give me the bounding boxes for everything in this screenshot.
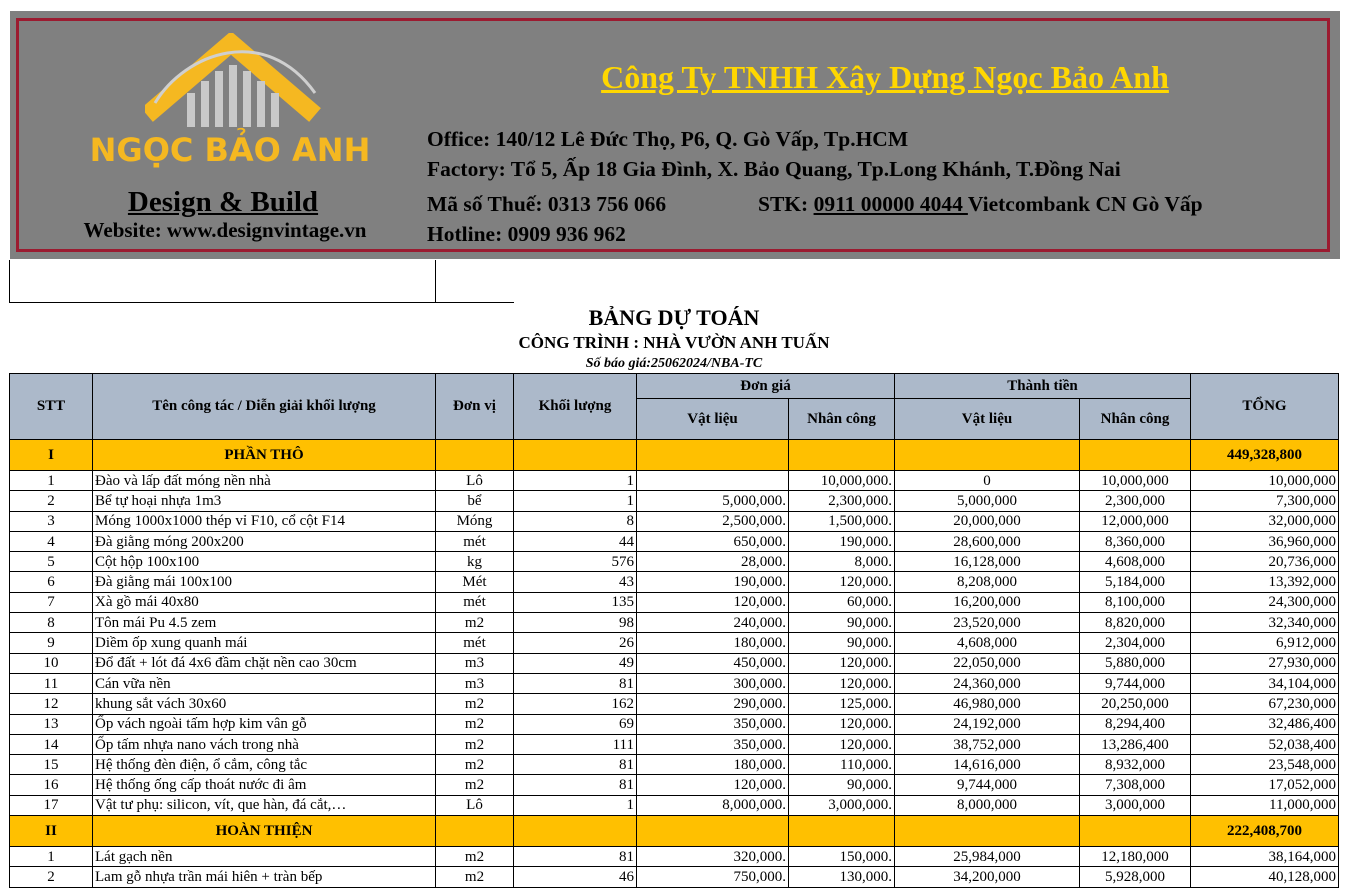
cell-name: Đà giằng mái 100x100 [93, 572, 436, 592]
cell-stt: 9 [10, 633, 93, 653]
empty-cell [637, 440, 789, 471]
cell-qty: 81 [514, 847, 637, 867]
cell-total: 27,930,000 [1191, 653, 1339, 673]
tax-code: Mã số Thuế: 0313 756 066 [427, 192, 667, 216]
cell-la: 10,000,000 [1080, 471, 1191, 491]
table-row [10, 572, 1339, 592]
cell-name: Đà giằng móng 200x200 [93, 531, 436, 551]
cell-lp: 120,000. [789, 734, 895, 754]
quote-number: Số báo giá:25062024/NBA-TC [585, 356, 763, 371]
cell-name: Tôn mái Pu 4.5 zem [93, 613, 436, 633]
cell-unit: Lô [436, 471, 514, 491]
cell-stt: 6 [10, 572, 93, 592]
cell-qty: 1 [514, 471, 637, 491]
cell-qty: 44 [514, 531, 637, 551]
table-row [10, 734, 1339, 754]
cell-unit: m2 [436, 714, 514, 734]
section-row [10, 440, 1339, 471]
cell-total: 20,736,000 [1191, 552, 1339, 572]
cell-mp: 180,000. [637, 633, 789, 653]
cell-mp: 2,500,000. [637, 511, 789, 531]
cell-unit: m3 [436, 653, 514, 673]
cell-name: Xà gồ mái 40x80 [93, 592, 436, 612]
factory-address: Factory: Tổ 5, Ấp 18 Gia Đình, X. Bảo Quang, Tp.Long Khánh, T.Đồng Nai [427, 157, 1121, 181]
cell-name: khung sắt vách 30x60 [93, 694, 436, 714]
col-header-total: TỔNG [1191, 374, 1339, 440]
cell-ma: 24,192,000 [895, 714, 1080, 734]
cell-stt: 2 [10, 867, 93, 887]
cell-total: 23,548,000 [1191, 755, 1339, 775]
cell-total: 6,912,000 [1191, 633, 1339, 653]
section-title: HOÀN THIỆN [93, 816, 436, 847]
table-row [10, 775, 1339, 795]
cell-ma: 46,980,000 [895, 694, 1080, 714]
empty-cell [895, 816, 1080, 847]
cell-unit: m3 [436, 673, 514, 693]
section-total: 222,408,700 [1191, 816, 1339, 847]
cell-la: 9,744,000 [1080, 673, 1191, 693]
cell-ma: 24,360,000 [895, 673, 1080, 693]
table-row [10, 491, 1339, 511]
cell-name: Hệ thống ống cấp thoát nước đi âm [93, 775, 436, 795]
cell-la: 20,250,000 [1080, 694, 1191, 714]
table-row [10, 847, 1339, 867]
cell-unit: Lô [436, 795, 514, 815]
col-header-unit: Đơn vị [436, 374, 514, 440]
cell-total: 24,300,000 [1191, 592, 1339, 612]
table-row [10, 653, 1339, 673]
cell-unit: Móng [436, 511, 514, 531]
cell-la: 8,820,000 [1080, 613, 1191, 633]
cell-stt: 4 [10, 531, 93, 551]
cell-name: Bể tự hoại nhựa 1m3 [93, 491, 436, 511]
project-name: CÔNG TRÌNH : NHÀ VƯỜN ANH TUẤN [518, 333, 830, 352]
cell-qty: 1 [514, 795, 637, 815]
cell-stt: 2 [10, 491, 93, 511]
table-row [10, 714, 1339, 734]
cell-lp: 1,500,000. [789, 511, 895, 531]
cell-lp: 90,000. [789, 775, 895, 795]
cell-la: 12,000,000 [1080, 511, 1191, 531]
cell-name: Lát gạch nền [93, 847, 436, 867]
cell-name: Diềm ốp xung quanh mái [93, 633, 436, 653]
cell-qty: 69 [514, 714, 637, 734]
cell-qty: 135 [514, 592, 637, 612]
cell-la: 2,304,000 [1080, 633, 1191, 653]
cell-lp: 2,300,000. [789, 491, 895, 511]
cell-la: 3,000,000 [1080, 795, 1191, 815]
cell-lp: 150,000. [789, 847, 895, 867]
cell-stt: 12 [10, 694, 93, 714]
cell-ma: 38,752,000 [895, 734, 1080, 754]
bank-account [758, 192, 1203, 217]
cell-lp: 90,000. [789, 613, 895, 633]
cell-lp: 120,000. [789, 572, 895, 592]
cell-la: 5,880,000 [1080, 653, 1191, 673]
cell-mp: 450,000. [637, 653, 789, 673]
table-row [10, 471, 1339, 491]
cell-ma: 0 [895, 471, 1080, 491]
cell-mp: 28,000. [637, 552, 789, 572]
cell-stt: 8 [10, 613, 93, 633]
cell-lp: 125,000. [789, 694, 895, 714]
cell-ma: 25,984,000 [895, 847, 1080, 867]
cell-la: 4,608,000 [1080, 552, 1191, 572]
cell-unit: kg [436, 552, 514, 572]
cell-lp: 130,000. [789, 867, 895, 887]
cell-total: 52,038,400 [1191, 734, 1339, 754]
cell-name: Cán vữa nền [93, 673, 436, 693]
cell-lp: 120,000. [789, 714, 895, 734]
table-row [10, 613, 1339, 633]
house-roof-logo-icon [145, 33, 325, 133]
cell-ma: 34,200,000 [895, 867, 1080, 887]
cell-mp: 350,000. [637, 714, 789, 734]
cell-stt: 13 [10, 714, 93, 734]
cell-qty: 46 [514, 867, 637, 887]
cell-name: Ốp vách ngoài tấm hợp kim vân gỗ [93, 714, 436, 734]
cell-la: 8,294,400 [1080, 714, 1191, 734]
cell-qty: 1 [514, 491, 637, 511]
company-banner [10, 11, 1340, 259]
col-header-name: Tên công tác / Diễn giải khối lượng [93, 374, 436, 440]
cell-ma: 4,608,000 [895, 633, 1080, 653]
cell-lp: 90,000. [789, 633, 895, 653]
cell-total: 32,486,400 [1191, 714, 1339, 734]
cell-qty: 111 [514, 734, 637, 754]
cell-mp: 320,000. [637, 847, 789, 867]
cell-unit: bể [436, 491, 514, 511]
table-row [10, 531, 1339, 551]
empty-cell [789, 816, 895, 847]
cell-mp: 5,000,000. [637, 491, 789, 511]
cell-name: Ốp tấm nhựa nano vách trong nhà [93, 734, 436, 754]
col-header-amount: Thành tiền [895, 374, 1191, 399]
table-row [10, 552, 1339, 572]
cell-qty: 26 [514, 633, 637, 653]
table-row [10, 592, 1339, 612]
cell-ma: 23,520,000 [895, 613, 1080, 633]
col-header-stt: STT [10, 374, 93, 440]
empty-cell [789, 440, 895, 471]
cell-ma: 16,128,000 [895, 552, 1080, 572]
empty-cell [895, 440, 1080, 471]
cell-stt: 11 [10, 673, 93, 693]
section-number: I [10, 440, 93, 471]
empty-cell [436, 440, 514, 471]
section-total: 449,328,800 [1191, 440, 1339, 471]
table-row [10, 511, 1339, 531]
cell-stt: 1 [10, 471, 93, 491]
cell-ma: 9,744,000 [895, 775, 1080, 795]
cell-mp: 750,000. [637, 867, 789, 887]
cell-ma: 16,200,000 [895, 592, 1080, 612]
cell-unit: Mét [436, 572, 514, 592]
col-header-qty: Khối lượng [514, 374, 637, 440]
cell-ma: 8,000,000 [895, 795, 1080, 815]
cell-la: 2,300,000 [1080, 491, 1191, 511]
cell-mp: 240,000. [637, 613, 789, 633]
cell-stt: 10 [10, 653, 93, 673]
cell-stt: 15 [10, 755, 93, 775]
cell-lp: 120,000. [789, 673, 895, 693]
table-row [10, 867, 1339, 887]
cell-la: 8,100,000 [1080, 592, 1191, 612]
cell-unit: m2 [436, 613, 514, 633]
cell-mp: 8,000,000. [637, 795, 789, 815]
table-body [10, 440, 1339, 888]
cell-qty: 162 [514, 694, 637, 714]
col-header-material-price: Vật liệu [637, 399, 789, 440]
cell-qty: 98 [514, 613, 637, 633]
cell-mp: 350,000. [637, 734, 789, 754]
cell-name: Đổ đất + lót đá 4x6 đầm chặt nền cao 30cm [93, 653, 436, 673]
cell-la: 13,286,400 [1080, 734, 1191, 754]
empty-cell [514, 440, 637, 471]
cell-lp: 8,000. [789, 552, 895, 572]
cell-total: 67,230,000 [1191, 694, 1339, 714]
cell-total: 38,164,000 [1191, 847, 1339, 867]
cell-mp: 300,000. [637, 673, 789, 693]
cell-unit: mét [436, 592, 514, 612]
cell-mp: 650,000. [637, 531, 789, 551]
section-number: II [10, 816, 93, 847]
office-address: Office: 140/12 Lê Đức Thọ, P6, Q. Gò Vấp, Tp.HCM [427, 127, 909, 151]
col-header-labor-amount: Nhân công [1080, 399, 1191, 440]
cell-unit: m2 [436, 755, 514, 775]
cell-unit: m2 [436, 867, 514, 887]
stk-label: STK: [758, 192, 814, 216]
col-header-material-amount: Vật liệu [895, 399, 1080, 440]
empty-cell [436, 816, 514, 847]
cell-la: 5,928,000 [1080, 867, 1191, 887]
cell-qty: 43 [514, 572, 637, 592]
cell-total: 11,000,000 [1191, 795, 1339, 815]
cell-total: 34,104,000 [1191, 673, 1339, 693]
section-row [10, 816, 1339, 847]
cell-name: Đào và lấp đất móng nền nhà [93, 471, 436, 491]
cell-lp: 120,000. [789, 653, 895, 673]
table-row [10, 755, 1339, 775]
cell-total: 7,300,000 [1191, 491, 1339, 511]
col-header-labor-price: Nhân công [789, 399, 895, 440]
cell-unit: m2 [436, 694, 514, 714]
cell-lp: 10,000,000. [789, 471, 895, 491]
table-row [10, 694, 1339, 714]
empty-cell [9, 260, 436, 303]
logo-text: NGỌC BẢO ANH [89, 131, 371, 169]
stk-bank: Vietcombank CN Gò Vấp [967, 192, 1203, 216]
cell-total: 40,128,000 [1191, 867, 1339, 887]
col-header-unit-price: Đơn giá [637, 374, 895, 399]
document-title: BẢNG DỰ TOÁN [588, 305, 760, 330]
cell-unit: m2 [436, 847, 514, 867]
cell-mp: 120,000. [637, 592, 789, 612]
empty-cell [514, 816, 637, 847]
cell-ma: 28,600,000 [895, 531, 1080, 551]
cell-qty: 81 [514, 673, 637, 693]
cell-la: 8,360,000 [1080, 531, 1191, 551]
cell-ma: 5,000,000 [895, 491, 1080, 511]
cell-la: 8,932,000 [1080, 755, 1191, 775]
cell-total: 10,000,000 [1191, 471, 1339, 491]
hotline: Hotline: 0909 936 962 [427, 222, 626, 246]
cell-ma: 22,050,000 [895, 653, 1080, 673]
empty-cell [637, 816, 789, 847]
cell-lp: 190,000. [789, 531, 895, 551]
table-row [10, 673, 1339, 693]
cell-stt: 17 [10, 795, 93, 815]
company-name: Công Ty TNHH Xây Dựng Ngọc Bảo Anh [601, 59, 1169, 95]
cell-stt: 5 [10, 552, 93, 572]
cell-qty: 81 [514, 755, 637, 775]
cell-stt: 3 [10, 511, 93, 531]
cell-mp [637, 471, 789, 491]
cell-la: 7,308,000 [1080, 775, 1191, 795]
cell-unit: m2 [436, 775, 514, 795]
cell-qty: 81 [514, 775, 637, 795]
cell-unit: m2 [436, 734, 514, 754]
cell-ma: 14,616,000 [895, 755, 1080, 775]
cell-mp: 180,000. [637, 755, 789, 775]
cell-ma: 8,208,000 [895, 572, 1080, 592]
cell-stt: 1 [10, 847, 93, 867]
cell-total: 17,052,000 [1191, 775, 1339, 795]
section-title: PHẦN THÔ [93, 440, 436, 471]
cell-name: Cột hộp 100x100 [93, 552, 436, 572]
cell-qty: 49 [514, 653, 637, 673]
table-row [10, 795, 1339, 815]
cell-stt: 7 [10, 592, 93, 612]
cell-unit: mét [436, 531, 514, 551]
empty-cell [435, 260, 514, 303]
cell-stt: 16 [10, 775, 93, 795]
estimate-table [9, 373, 1339, 888]
cell-la: 5,184,000 [1080, 572, 1191, 592]
cell-name: Lam gỗ nhựa trần mái hiên + tràn bếp [93, 867, 436, 887]
cell-mp: 290,000. [637, 694, 789, 714]
cell-total: 32,000,000 [1191, 511, 1339, 531]
cell-qty: 576 [514, 552, 637, 572]
cell-qty: 8 [514, 511, 637, 531]
cell-lp: 3,000,000. [789, 795, 895, 815]
website-link[interactable]: Website: www.designvintage.vn [83, 218, 367, 242]
cell-name: Hệ thống đèn điện, ổ cắm, công tắc [93, 755, 436, 775]
cell-name: Móng 1000x1000 thép vỉ F10, cổ cột F14 [93, 511, 436, 531]
tagline: Design & Build [127, 186, 319, 218]
empty-cell [1080, 816, 1191, 847]
cell-total: 13,392,000 [1191, 572, 1339, 592]
cell-lp: 110,000. [789, 755, 895, 775]
cell-unit: mét [436, 633, 514, 653]
empty-cell [1080, 440, 1191, 471]
stk-account-number: 0911 00000 4044 [813, 192, 968, 216]
cell-name: Vật tư phụ: silicon, vít, que hàn, đá cắt,… [93, 795, 436, 815]
cell-lp: 60,000. [789, 592, 895, 612]
cell-total: 32,340,000 [1191, 613, 1339, 633]
cell-ma: 20,000,000 [895, 511, 1080, 531]
cell-total: 36,960,000 [1191, 531, 1339, 551]
cell-la: 12,180,000 [1080, 847, 1191, 867]
cell-mp: 190,000. [637, 572, 789, 592]
table-row [10, 633, 1339, 653]
cell-stt: 14 [10, 734, 93, 754]
cell-mp: 120,000. [637, 775, 789, 795]
